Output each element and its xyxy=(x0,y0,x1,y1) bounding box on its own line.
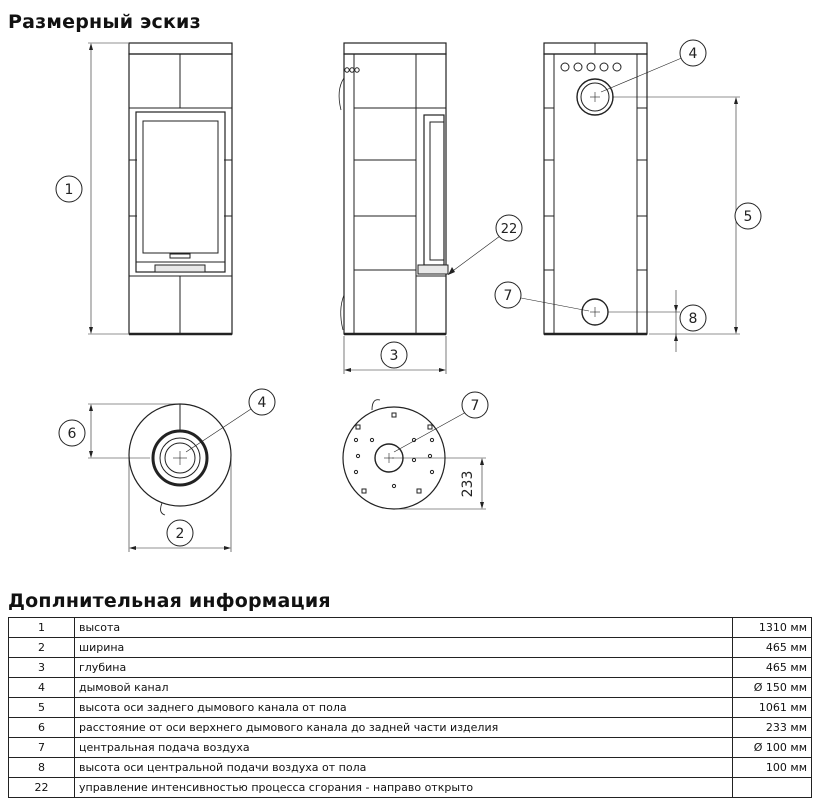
spec-description: управление интенсивностью процесса сгорания - направо открыто xyxy=(75,778,733,798)
spec-description: ширина xyxy=(75,638,733,658)
callout-22-label: 22 xyxy=(500,222,518,237)
spec-value: 465 мм xyxy=(733,658,812,678)
spec-number: 1 xyxy=(9,618,75,638)
spec-number: 5 xyxy=(9,698,75,718)
spec-number: 7 xyxy=(9,738,75,758)
spec-description: расстояние от оси верхнего дымового канала до задней части изделия xyxy=(75,718,733,738)
table-row xyxy=(9,658,812,678)
firebox-door xyxy=(136,112,225,272)
callout-1-label: 1 xyxy=(64,182,74,198)
sketch-title: Размерный эскиз xyxy=(8,11,201,33)
spec-description: высота оси центральной подачи воздуха от пола xyxy=(75,758,733,778)
callout-4-back-label: 4 xyxy=(688,46,698,62)
spec-number: 6 xyxy=(9,718,75,738)
spec-value xyxy=(733,778,812,798)
spec-number: 2 xyxy=(9,638,75,658)
callout-2-label: 2 xyxy=(175,526,185,542)
table-row xyxy=(9,718,812,738)
callout-6-label: 6 xyxy=(67,426,77,442)
callout-7-bottom-label: 7 xyxy=(470,398,480,414)
callout-5-label: 5 xyxy=(743,209,753,225)
spec-description: высота xyxy=(75,618,733,638)
table-row xyxy=(9,698,812,718)
spec-number: 4 xyxy=(9,678,75,698)
callout-3-label: 3 xyxy=(389,348,399,364)
spec-value: 100 мм xyxy=(733,758,812,778)
spec-value: 233 мм xyxy=(733,718,812,738)
table-row xyxy=(9,638,812,658)
door-glass xyxy=(143,121,218,253)
callout-8-label: 8 xyxy=(688,311,698,327)
back-view xyxy=(521,43,740,352)
specs-table xyxy=(8,617,812,798)
callout-7-back-label: 7 xyxy=(503,288,513,304)
spec-number: 8 xyxy=(9,758,75,778)
spec-description: центральная подача воздуха xyxy=(75,738,733,758)
spec-value: Ø 100 мм xyxy=(733,738,812,758)
table-row xyxy=(9,678,812,698)
spec-value: 1061 мм xyxy=(733,698,812,718)
spec-number: 3 xyxy=(9,658,75,678)
front-view xyxy=(88,43,232,334)
spec-description: глубина xyxy=(75,658,733,678)
table-row xyxy=(9,618,812,638)
spec-value: 465 мм xyxy=(733,638,812,658)
spec-description: высота оси заднего дымового канала от пола xyxy=(75,698,733,718)
table-row xyxy=(9,758,812,778)
table-row xyxy=(9,778,812,798)
side-view xyxy=(339,43,500,374)
info-title: Доплнительная информация xyxy=(8,590,331,612)
spec-description: дымовой канал xyxy=(75,678,733,698)
callout-4-top-label: 4 xyxy=(257,395,267,411)
dimension-233-label: 233 xyxy=(460,470,476,498)
table-row xyxy=(9,738,812,758)
spec-value: Ø 150 мм xyxy=(733,678,812,698)
spec-number: 22 xyxy=(9,778,75,798)
spec-value: 1310 мм xyxy=(733,618,812,638)
